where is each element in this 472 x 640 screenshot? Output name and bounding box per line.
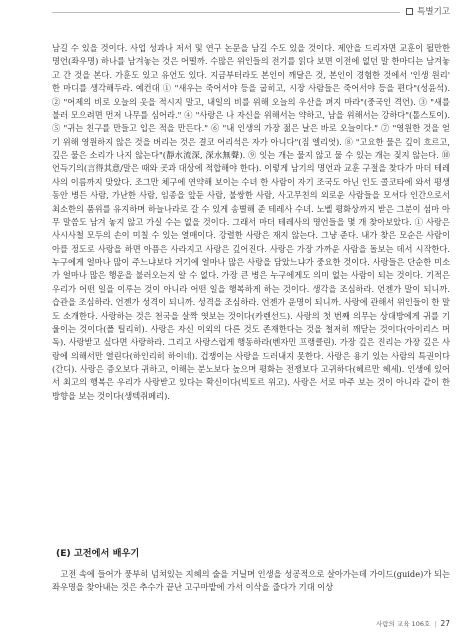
section-heading: (E) 고전에서 배우기	[56, 548, 140, 559]
section-label: 특별기고	[417, 7, 450, 17]
section-tag	[400, 5, 450, 17]
publication-title: 사람의 교육 106호	[376, 620, 431, 628]
page-footer	[376, 619, 450, 628]
square-bullet-icon	[406, 8, 413, 15]
header-rule	[52, 12, 450, 13]
body-paragraph-2: 고전 속에 들어가 풍부히 넘쳐있는 지혜의 술을 거닐며 인생을 성공적으로 살아가는데 가이드(guide)가 되는 좌우명을 찾아내는 것은 추수가 끝난 고구마밭에 가서 이삭을 줍다가 기대 이상	[52, 569, 450, 593]
footer-separator: |	[434, 619, 437, 628]
body-paragraph-1: 남길 수 있을 것이다. 사업 성과나 저서 및 연구 논문을 남길 수도 있을 것이다. 제안을 드리자면 교훈이 될만한 명언(좌우명) 하나를 남겨놓는 것은 어떨까. 수많은 위인들의 전기를 읽다 보면 이전에 없던 말 한마디는 남겨놓고 간 것을 본다. 가훈도 있고 유언도 있다. 지금부터라도 본인이 깨달은 것, 본인이 경험한 것에서 '인생 원리' 한 마디를 생각해두라. 예컨대 ① "새우는 죽어서야 등을 굽히고, 시장 사람들은 죽어서야 등을 편다"(성윤석). ② "어제의 비로 오늘의 옷을 적시지 말고, 내일의 비를 위해 오늘의 우산을 펴지 마라"(중국인 격언). ③ "새를 불러 모으려면 먼저 나무를 심어라." ④ "사랑은 나 자신을 위해서는 약하고, 남을 위해서는 강하다"(톨스토이). ⑤ "귀는 친구를 만들고 입은 적을 만든다." ⑥ "내 인생의 가장 젊은 날은 바로 오늘이다." ⑦ "영원한 것을 얻기 위해 영원하지 않은 것을 버리는 것은 결코 어리석은 자가 아니다"(짐 엘리엇). ⑧ "고요한 물은 깊이 흐르고, 깊은 물은 소리가 나지 않는다"(靜水流深, 深水無聲). ⑨ 잇는 개는 물지 않고 물 수 있는 개는 짖지 않는다. ⑩ 언득기의(言得其意/말은 때와 곳과 대상에 적합해야 한다). 이렇게 남기의 명언과 교훈 구절을 찾다가 마더 테레사의 이름까지 맞았다. 조그만 체구에 연약해 보이는 수녀 한 사람이 자기 조국도 아닌 인도 콜코타에 와서 평생 동안 병든 사람, 가난한 사람, 임종을 앞둔 사람, 불쌍한 사람, 사고무친의 외로운 사람들을 모셔다 인간으로서 최소한의 품위를 유지하며 하늘나라로 갈 수 있게 송별해 준 테레사 수녀. 노벨 평화상까지 받은 그분이 섬마 아무 말씀도 남겨 놓지 않고 가실 수는 없을 것이다. 그래서 마더 테레사의 명언들을 몇 개 찾아보았다. ① 사랑은 사시사철 모두의 손이 미칠 수 있는 열매이다. 강렬한 사랑은 재지 않는다. 그냥 준다. 내가 찾은 모순은 사람이 아플 정도로 사랑을 하면 아픔은 사라지고 사랑은 깊어진다. 사랑은 가장 가까운 사람을 돌보는 데서 시작한다. 누구에게 얼마나 많이 주느냐보다 거기에 얼마나 많은 사랑을 담았느냐가 중요한 것이다. 사랑들은 단순한 미소가 얼마나 많은 행운을 불러오는지 알 수 없다. 가장 큰 병은 누구에게도 의미 없는 사람이 되는 것이다. 기적은 우리가 어떤 일을 이루는 것이 아니라 어떤 일을 행복하게 하는 것이다. 생각을 조심하라. 언젠가 말이 되니까. 습관을 조심하라. 언젠가 성격이 되니까. 성격을 조심하라. 언젠가 운명이 되니까. 사랑에 관해서 위인들이 한 말도 소개한다. 사랑하는 것은 천국을 살짝 엿보는 것이다(카렌선드). 사랑의 첫 번째 의무는 상대방에게 귀를 기울이는 것이다(폴 틸리히). 사랑은 자신 이외의 다른 것도 존재한다는 것을 철저히 깨닫는 것이다(아이리스 머독). 사랑받고 싶다면 사랑하라. 그리고 사랑스럽게 행동하라(벤자민 프랭클린). 가장 깊은 진리는 가장 깊은 사랑에 의해서만 열린다(하인리히 하이네). 겁쟁이는 사랑을 드러내지 못한다. 사랑은 용기 있는 사람의 특권이다(간디). 사랑은 증오보다 귀하고, 이해는 분노보다 높으며 평화는 전쟁보다 고귀하다(헤르만 헤세). 인생에 있어서 최고의 행복은 우리가 사랑받고 있다는 확신이다(빅토르 위고). 사랑은 서로 마주 보는 것이 아니라 같이 한 방향을 보는 것이다(생텍쥐페리).	[52, 43, 450, 401]
page-number: 27	[440, 619, 450, 628]
